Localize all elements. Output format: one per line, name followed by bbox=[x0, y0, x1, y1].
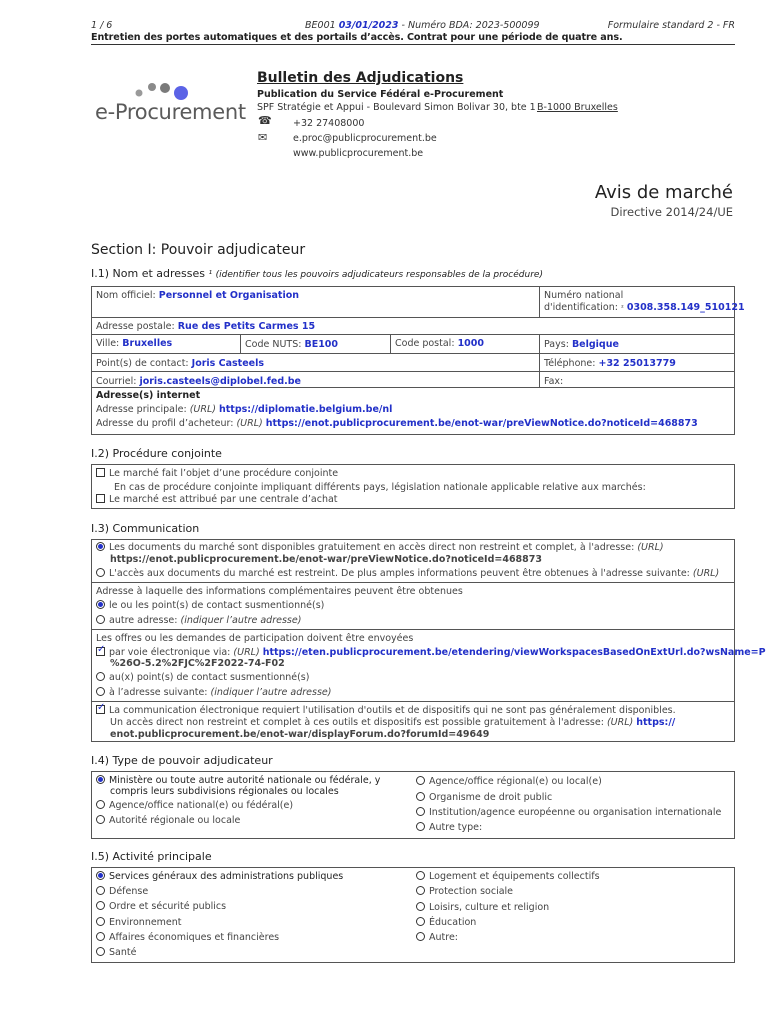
activity-economy-option[interactable]: Affaires économiques et financières bbox=[96, 932, 279, 943]
radio[interactable] bbox=[96, 917, 105, 926]
info-contact-option[interactable]: le ou les point(s) de contact susmentionné(s) bbox=[96, 600, 324, 611]
telephone: Téléphone: +32 25013779 bbox=[544, 358, 676, 369]
i5-box bbox=[91, 867, 735, 963]
checkbox[interactable] bbox=[96, 494, 105, 503]
offers-url-cont[interactable]: %26O-5.2%2FJC%2F2022-74-F02 bbox=[110, 658, 285, 669]
radio-selected[interactable] bbox=[96, 542, 105, 551]
activity-health-option[interactable]: Santé bbox=[96, 947, 136, 958]
divider bbox=[92, 701, 734, 702]
radio[interactable] bbox=[96, 932, 105, 941]
radio[interactable] bbox=[416, 822, 425, 831]
joint-procedure-info: En cas de procédure conjointe impliquant différents pays, législation nationale applicable relative aux marchés: bbox=[114, 482, 646, 493]
notice-directive: Directive 2014/24/UE bbox=[610, 205, 733, 219]
i1-table bbox=[91, 286, 745, 435]
tools-access: Un accès direct non restreint et complet à ces outils et dispositifs est possible gratuitement à l'adresse: (URL) https:// bbox=[110, 717, 676, 728]
radio[interactable] bbox=[96, 886, 105, 895]
radio[interactable] bbox=[416, 932, 425, 941]
radio[interactable] bbox=[416, 886, 425, 895]
adresse-postale: Adresse postale: Rue des Petits Carmes 15 bbox=[96, 321, 316, 332]
activity-environment-option[interactable]: Environnement bbox=[96, 917, 182, 928]
radio[interactable] bbox=[416, 902, 425, 911]
radio[interactable] bbox=[96, 672, 105, 681]
activity-other-option[interactable]: Autre: bbox=[416, 932, 458, 943]
divider bbox=[539, 287, 540, 317]
publisher-service: Publication du Service Fédéral e-Procurement bbox=[257, 89, 504, 100]
i4-heading: I.4) Type de pouvoir adjudicateur bbox=[91, 754, 273, 767]
authority-eu-option[interactable]: Institution/agence européenne ou organisation internationale bbox=[416, 807, 721, 818]
notice-title: Avis de marché bbox=[594, 182, 733, 203]
publisher-city: B-1000 Bruxelles bbox=[537, 102, 618, 113]
radio[interactable] bbox=[416, 871, 425, 880]
radio[interactable] bbox=[96, 568, 105, 577]
radio[interactable] bbox=[96, 800, 105, 809]
i1-heading: I.1) Nom et adresses ¹ (identifier tous les pouvoirs adjudicateurs responsables de la procédure) bbox=[91, 267, 543, 280]
internet-label: Adresse(s) internet bbox=[96, 390, 201, 401]
section-title: Section I: Pouvoir adjudicateur bbox=[91, 242, 306, 258]
publisher-website[interactable]: www.publicprocurement.be bbox=[293, 148, 424, 159]
i3-box bbox=[91, 539, 766, 742]
nom-officiel: Nom officiel: Personnel et Organisation bbox=[96, 290, 300, 301]
i4-box bbox=[91, 771, 735, 839]
activity-leisure-option[interactable]: Loisirs, culture et religion bbox=[416, 902, 549, 913]
radio[interactable] bbox=[416, 792, 425, 801]
divider bbox=[92, 629, 734, 630]
publisher-address: SPF Stratégie et Appui - Boulevard Simon Bolivar 30, bte 1 bbox=[257, 102, 536, 113]
header-divider bbox=[91, 44, 735, 45]
mail-icon: ✉ bbox=[258, 131, 268, 144]
divider bbox=[240, 334, 241, 353]
checkbox[interactable] bbox=[96, 468, 105, 477]
ville: Ville: Bruxelles bbox=[96, 338, 173, 349]
radio[interactable] bbox=[416, 807, 425, 816]
principale-link[interactable]: https://diplomatie.belgium.be/nl bbox=[219, 404, 393, 415]
info-address-label: Adresse à laquelle des informations complémentaires peuvent être obtenues bbox=[96, 586, 463, 597]
radio[interactable] bbox=[416, 917, 425, 926]
i2-box bbox=[91, 464, 735, 509]
authority-local-agency-option[interactable]: Agence/office régional(e) ou local(e) bbox=[416, 776, 602, 787]
activity-education-option[interactable]: Éducation bbox=[416, 917, 476, 928]
radio[interactable] bbox=[96, 615, 105, 624]
offers-electronic-option[interactable]: ✓par voie électronique via: (URL) https://eten.publicprocurement.be/etendering/viewWorkspacesBasedOnExtUrl.do?wsName=P bbox=[96, 647, 766, 658]
publisher-phone: +32 27408000 bbox=[293, 118, 365, 129]
divider bbox=[92, 371, 734, 372]
divider bbox=[92, 334, 734, 335]
radio[interactable] bbox=[416, 776, 425, 785]
publisher-email[interactable]: e.proc@publicprocurement.be bbox=[293, 133, 437, 144]
joint-procedure-option[interactable]: Le marché fait l’objet d’une procédure conjointe bbox=[96, 468, 338, 479]
fax: Fax: bbox=[544, 376, 564, 387]
i5-heading: I.5) Activité principale bbox=[91, 850, 212, 863]
authority-ministry-cont: compris leurs subdivisions régionales ou locales bbox=[110, 786, 339, 797]
checkbox-checked[interactable] bbox=[96, 647, 105, 656]
point-de-contact: Point(s) de contact: Joris Casteels bbox=[96, 358, 264, 369]
form-type: Formulaire standard 2 - FR bbox=[607, 20, 735, 31]
tools-option[interactable]: ✓La communication électronique requiert l'utilisation d'outils et de dispositifs qui ne sont pas généralement disponibles. bbox=[96, 705, 676, 716]
tools-url[interactable]: enot.publicprocurement.be/enot-war/displayForum.do?forumId=49649 bbox=[110, 729, 490, 740]
radio-selected[interactable] bbox=[96, 600, 105, 609]
code-nuts: Code NUTS: BE100 bbox=[245, 339, 339, 350]
pays: Pays: Belgique bbox=[544, 339, 619, 350]
activity-defense-option[interactable]: Défense bbox=[96, 886, 148, 897]
docs-url[interactable]: https://enot.publicprocurement.be/enot-war/preViewNotice.do?noticeId=468873 bbox=[110, 554, 542, 565]
activity-general-option[interactable]: Services généraux des administrations publiques bbox=[96, 871, 343, 882]
profil-acheteur: Adresse du profil d’acheteur: (URL) https://enot.publicprocurement.be/enot-war/preViewNotice.do?noticeId=468873 bbox=[96, 418, 698, 429]
checkbox-checked[interactable] bbox=[96, 705, 105, 714]
divider bbox=[92, 353, 734, 354]
authority-public-law-option[interactable]: Organisme de droit public bbox=[416, 792, 552, 803]
docs-free-option[interactable]: Les documents du marché sont disponibles gratuitement en accès direct non restreint et complet, à l'adresse: (URL) bbox=[96, 542, 664, 553]
page-number: 1 / 6 bbox=[91, 20, 113, 31]
authority-national-option[interactable]: Agence/office national(e) ou fédéral(e) bbox=[96, 800, 293, 811]
code-postal: Code postal: 1000 bbox=[395, 338, 485, 349]
docs-restricted-option[interactable]: L'accès aux documents du marché est restreint. De plus amples informations peuvent être obtenues à l'adresse suivante: (URL) bbox=[96, 568, 719, 579]
bulletin-title: Bulletin des Adjudications bbox=[257, 70, 464, 86]
divider bbox=[390, 334, 391, 353]
divider bbox=[92, 317, 734, 318]
offers-address-option[interactable]: à l’adresse suivante: (indiquer l’autre adresse) bbox=[96, 687, 331, 698]
divider bbox=[539, 334, 540, 387]
radio-selected[interactable] bbox=[96, 775, 105, 784]
profil-link[interactable]: https://enot.publicprocurement.be/enot-war/preViewNotice.do?noticeId=468873 bbox=[265, 418, 698, 429]
numero-national: d'identification: ² 0308.358.149_510121 bbox=[544, 302, 745, 313]
phone-icon: ☎ bbox=[258, 114, 272, 127]
courriel: Courriel: joris.casteels@diplobel.fed.be bbox=[96, 376, 301, 387]
radio-selected[interactable] bbox=[96, 871, 105, 880]
divider bbox=[92, 582, 734, 583]
activity-housing-option[interactable]: Logement et équipements collectifs bbox=[416, 871, 600, 882]
radio[interactable] bbox=[96, 901, 105, 910]
doc-reference: BE001 03/01/2023 - Numéro BDA: 2023-500099 bbox=[305, 20, 540, 31]
authority-regional-option[interactable]: Autorité régionale ou locale bbox=[96, 815, 240, 826]
offers-label: Les offres ou les demandes de participation doivent être envoyées bbox=[96, 633, 414, 644]
logo-text: e-Procurement bbox=[95, 100, 246, 124]
notice-subject: Entretien des portes automatiques et des portails d’accès. Contrat pour une période de quatre ans. bbox=[91, 32, 623, 43]
authority-ministry-option[interactable]: Ministère ou toute autre autorité nationale ou fédérale, y bbox=[96, 775, 380, 786]
activity-social-option[interactable]: Protection sociale bbox=[416, 886, 513, 897]
i3-heading: I.3) Communication bbox=[91, 522, 200, 535]
central-purchasing-option[interactable]: Le marché est attribué par une centrale d’achat bbox=[96, 494, 338, 505]
authority-other-option[interactable]: Autre type: bbox=[416, 822, 482, 833]
numero-national-label: Numéro national bbox=[544, 290, 624, 301]
info-other-option[interactable]: autre adresse: (indiquer l’autre adresse) bbox=[96, 615, 301, 626]
radio[interactable] bbox=[96, 815, 105, 824]
radio[interactable] bbox=[96, 947, 105, 956]
i2-heading: I.2) Procédure conjointe bbox=[91, 447, 222, 460]
radio[interactable] bbox=[96, 687, 105, 696]
offers-contact-option[interactable]: au(x) point(s) de contact susmentionné(s) bbox=[96, 672, 309, 683]
adresse-principale: Adresse principale: (URL) https://diplomatie.belgium.be/nl bbox=[96, 404, 393, 415]
divider bbox=[92, 387, 734, 388]
activity-order-option[interactable]: Ordre et sécurité publics bbox=[96, 901, 226, 912]
offers-link[interactable]: https://eten.publicprocurement.be/etendering/viewWorkspacesBasedOnExtUrl.do?wsName=P bbox=[262, 647, 766, 658]
